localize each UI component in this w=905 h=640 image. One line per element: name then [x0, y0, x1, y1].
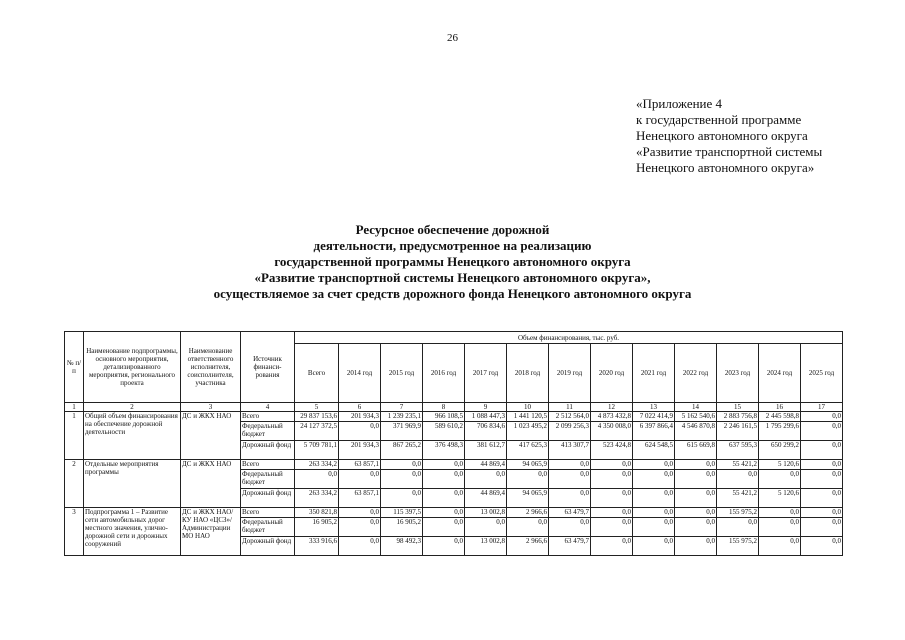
appendix-line: к государственной программе	[636, 112, 802, 127]
value-cell: 0,0	[339, 537, 381, 556]
value-cell: 155 975,2	[717, 508, 759, 518]
appendix-note	[636, 96, 822, 176]
value-cell: 0,0	[801, 489, 843, 508]
column-number: 3	[181, 403, 241, 412]
header-year: 2025 год	[801, 344, 843, 403]
funding-source: Федеральный бюджет	[241, 518, 295, 537]
funding-source: Всего	[241, 460, 295, 470]
title-line: «Развитие транспортной системы Ненецкого автономного округа»,	[254, 270, 651, 285]
value-cell: 0,0	[591, 508, 633, 518]
value-cell: 0,0	[423, 508, 465, 518]
value-cell: 381 612,7	[465, 441, 507, 460]
row-name: Общий объем финансирования на обеспечение дорожной деятельности	[84, 412, 181, 460]
value-cell: 615 669,8	[675, 441, 717, 460]
value-cell: 0,0	[423, 470, 465, 489]
header-year: 2021 год	[633, 344, 675, 403]
value-cell: 0,0	[465, 518, 507, 537]
header-year: Всего	[295, 344, 339, 403]
value-cell: 55 421,2	[717, 460, 759, 470]
header-year: 2020 год	[591, 344, 633, 403]
value-cell: 0,0	[549, 489, 591, 508]
value-cell: 0,0	[591, 460, 633, 470]
page-number: 26	[447, 32, 458, 44]
value-cell: 0,0	[339, 518, 381, 537]
value-cell: 63 479,7	[549, 508, 591, 518]
value-cell: 0,0	[381, 470, 423, 489]
value-cell: 417 625,3	[507, 441, 549, 460]
funding-source: Всего	[241, 412, 295, 422]
column-number: 13	[633, 403, 675, 412]
value-cell: 0,0	[633, 537, 675, 556]
row-number: 1	[65, 412, 84, 460]
value-cell: 350 821,8	[295, 508, 339, 518]
value-cell: 0,0	[633, 460, 675, 470]
header-year: 2022 год	[675, 344, 717, 403]
value-cell: 63 857,1	[339, 460, 381, 470]
value-cell: 6 397 866,4	[633, 422, 675, 441]
table-row	[65, 412, 843, 422]
value-cell: 55 421,2	[717, 489, 759, 508]
value-cell: 16 905,2	[381, 518, 423, 537]
value-cell: 0,0	[423, 489, 465, 508]
header-name: Наименование подпрограммы, основного мероприятия, детализированного мероприятия, регионального проекта	[84, 332, 181, 403]
table-row	[65, 460, 843, 470]
value-cell: 333 916,6	[295, 537, 339, 556]
value-cell: 0,0	[717, 518, 759, 537]
value-cell: 1 441 120,5	[507, 412, 549, 422]
table-row	[65, 508, 843, 518]
funding-source: Всего	[241, 508, 295, 518]
value-cell: 201 934,3	[339, 441, 381, 460]
value-cell: 589 610,2	[423, 422, 465, 441]
value-cell: 0,0	[507, 518, 549, 537]
column-number: 9	[465, 403, 507, 412]
value-cell: 4 350 008,0	[591, 422, 633, 441]
funding-source: Федеральный бюджет	[241, 470, 295, 489]
funding-table	[64, 331, 843, 556]
row-number: 3	[65, 508, 84, 556]
value-cell: 1 795 299,6	[759, 422, 801, 441]
header-year: 2024 год	[759, 344, 801, 403]
row-name: Отдельные мероприятия программы	[84, 460, 181, 508]
value-cell: 2 445 598,8	[759, 412, 801, 422]
value-cell: 13 002,8	[465, 508, 507, 518]
title-line: государственной программы Ненецкого автономного округа	[274, 254, 631, 269]
value-cell: 376 498,3	[423, 441, 465, 460]
column-number: 1	[65, 403, 84, 412]
value-cell: 413 307,7	[549, 441, 591, 460]
value-cell: 201 934,3	[339, 412, 381, 422]
row-name: Подпрограмма 1 – Развитие сети автомобильных дорог местного значения, улично-дорожной сети и дорожных сооружений	[84, 508, 181, 556]
value-cell: 0,0	[339, 508, 381, 518]
value-cell: 5 162 540,6	[675, 412, 717, 422]
value-cell: 2 966,6	[507, 537, 549, 556]
value-cell: 0,0	[759, 508, 801, 518]
value-cell: 0,0	[675, 537, 717, 556]
value-cell: 115 397,5	[381, 508, 423, 518]
value-cell: 0,0	[591, 537, 633, 556]
value-cell: 0,0	[801, 441, 843, 460]
value-cell: 371 969,9	[381, 422, 423, 441]
value-cell: 0,0	[423, 518, 465, 537]
funding-source: Дорожный фонд	[241, 537, 295, 556]
value-cell: 0,0	[591, 470, 633, 489]
value-cell: 2 246 161,5	[717, 422, 759, 441]
value-cell: 1 239 235,1	[381, 412, 423, 422]
value-cell: 650 299,2	[759, 441, 801, 460]
value-cell: 2 966,6	[507, 508, 549, 518]
value-cell: 0,0	[675, 460, 717, 470]
header-year: 2019 год	[549, 344, 591, 403]
column-number: 16	[759, 403, 801, 412]
value-cell: 0,0	[801, 422, 843, 441]
value-cell: 867 265,2	[381, 441, 423, 460]
value-cell: 63 479,7	[549, 537, 591, 556]
value-cell: 0,0	[549, 470, 591, 489]
value-cell: 94 065,9	[507, 460, 549, 470]
header-year: 2018 год	[507, 344, 549, 403]
value-cell: 0,0	[633, 489, 675, 508]
column-number-row	[65, 403, 843, 412]
value-cell: 5 120,6	[759, 460, 801, 470]
value-cell: 94 065,9	[507, 489, 549, 508]
value-cell: 2 099 256,3	[549, 422, 591, 441]
value-cell: 1 023 495,2	[507, 422, 549, 441]
value-cell: 0,0	[801, 470, 843, 489]
header-year: 2015 год	[381, 344, 423, 403]
header-year: 2023 год	[717, 344, 759, 403]
value-cell: 624 548,5	[633, 441, 675, 460]
column-number: 11	[549, 403, 591, 412]
value-cell: 0,0	[339, 470, 381, 489]
value-cell: 637 595,3	[717, 441, 759, 460]
column-number: 2	[84, 403, 181, 412]
title-line: осуществляемое за счет средств дорожного фонда Ненецкого автономного округа	[213, 286, 692, 301]
value-cell: 263 334,2	[295, 460, 339, 470]
value-cell: 0,0	[507, 470, 549, 489]
row-executor: ДС и ЖКХ НАО	[181, 460, 241, 508]
value-cell: 155 975,2	[717, 537, 759, 556]
value-cell: 2 883 756,8	[717, 412, 759, 422]
column-number: 4	[241, 403, 295, 412]
header-executor: Наименование ответственного исполнителя, соисполнителя, участника	[181, 332, 241, 403]
header-year: 2014 год	[339, 344, 381, 403]
column-number: 17	[801, 403, 843, 412]
value-cell: 24 127 372,5	[295, 422, 339, 441]
title-line: деятельности, предусмотренное на реализацию	[313, 238, 592, 253]
value-cell: 1 088 447,3	[465, 412, 507, 422]
value-cell: 0,0	[801, 518, 843, 537]
value-cell: 44 869,4	[465, 489, 507, 508]
value-cell: 4 873 432,8	[591, 412, 633, 422]
value-cell: 13 002,8	[465, 537, 507, 556]
column-number: 8	[423, 403, 465, 412]
value-cell: 0,0	[675, 508, 717, 518]
header-source: Источник финанси-рования	[241, 332, 295, 403]
value-cell: 2 512 564,0	[549, 412, 591, 422]
value-cell: 966 108,5	[423, 412, 465, 422]
value-cell: 0,0	[633, 518, 675, 537]
funding-source: Дорожный фонд	[241, 441, 295, 460]
value-cell: 0,0	[591, 518, 633, 537]
value-cell: 0,0	[633, 470, 675, 489]
value-cell: 63 857,1	[339, 489, 381, 508]
value-cell: 98 492,3	[381, 537, 423, 556]
appendix-line: Ненецкого автономного округа	[636, 128, 808, 143]
value-cell: 0,0	[759, 470, 801, 489]
row-executor: ДС и ЖКХ НАО	[181, 412, 241, 460]
appendix-line: «Развитие транспортной системы	[636, 144, 823, 159]
value-cell: 0,0	[801, 460, 843, 470]
column-number: 14	[675, 403, 717, 412]
value-cell: 0,0	[675, 470, 717, 489]
header-num: № п/п	[65, 332, 84, 403]
value-cell: 0,0	[423, 460, 465, 470]
appendix-line: «Приложение 4	[636, 96, 723, 111]
value-cell: 0,0	[591, 489, 633, 508]
table-body	[65, 412, 843, 556]
title-line: Ресурсное обеспечение дорожной	[355, 222, 550, 237]
value-cell: 706 834,6	[465, 422, 507, 441]
value-cell: 0,0	[423, 537, 465, 556]
value-cell: 0,0	[759, 537, 801, 556]
value-cell: 0,0	[549, 518, 591, 537]
value-cell: 7 022 414,9	[633, 412, 675, 422]
header-volume: Объем финансирования, тыс. руб.	[295, 332, 843, 344]
value-cell: 0,0	[675, 518, 717, 537]
row-number: 2	[65, 460, 84, 508]
value-cell: 523 424,8	[591, 441, 633, 460]
value-cell: 0,0	[381, 489, 423, 508]
value-cell: 16 905,2	[295, 518, 339, 537]
value-cell: 263 334,2	[295, 489, 339, 508]
value-cell: 5 120,6	[759, 489, 801, 508]
value-cell: 0,0	[465, 470, 507, 489]
value-cell: 5 709 781,1	[295, 441, 339, 460]
appendix-line: Ненецкого автономного округа»	[636, 160, 815, 175]
value-cell: 0,0	[549, 460, 591, 470]
value-cell: 0,0	[717, 470, 759, 489]
document-title	[0, 222, 905, 302]
value-cell: 0,0	[633, 508, 675, 518]
value-cell: 44 869,4	[465, 460, 507, 470]
value-cell: 0,0	[801, 537, 843, 556]
value-cell: 0,0	[675, 489, 717, 508]
header-year: 2016 год	[423, 344, 465, 403]
value-cell: 0,0	[801, 412, 843, 422]
value-cell: 0,0	[339, 422, 381, 441]
value-cell: 0,0	[381, 460, 423, 470]
column-number: 12	[591, 403, 633, 412]
column-number: 5	[295, 403, 339, 412]
value-cell: 29 837 153,6	[295, 412, 339, 422]
column-number: 6	[339, 403, 381, 412]
value-cell: 4 546 870,8	[675, 422, 717, 441]
row-executor: ДС и ЖКХ НАО/ КУ НАО «ЦСЗ»/ Администрации МО НАО	[181, 508, 241, 556]
value-cell: 0,0	[801, 508, 843, 518]
column-number: 15	[717, 403, 759, 412]
funding-source: Дорожный фонд	[241, 489, 295, 508]
value-cell: 0,0	[295, 470, 339, 489]
column-number: 7	[381, 403, 423, 412]
funding-source: Федеральный бюджет	[241, 422, 295, 441]
header-year: 2017 год	[465, 344, 507, 403]
value-cell: 0,0	[759, 518, 801, 537]
column-number: 10	[507, 403, 549, 412]
